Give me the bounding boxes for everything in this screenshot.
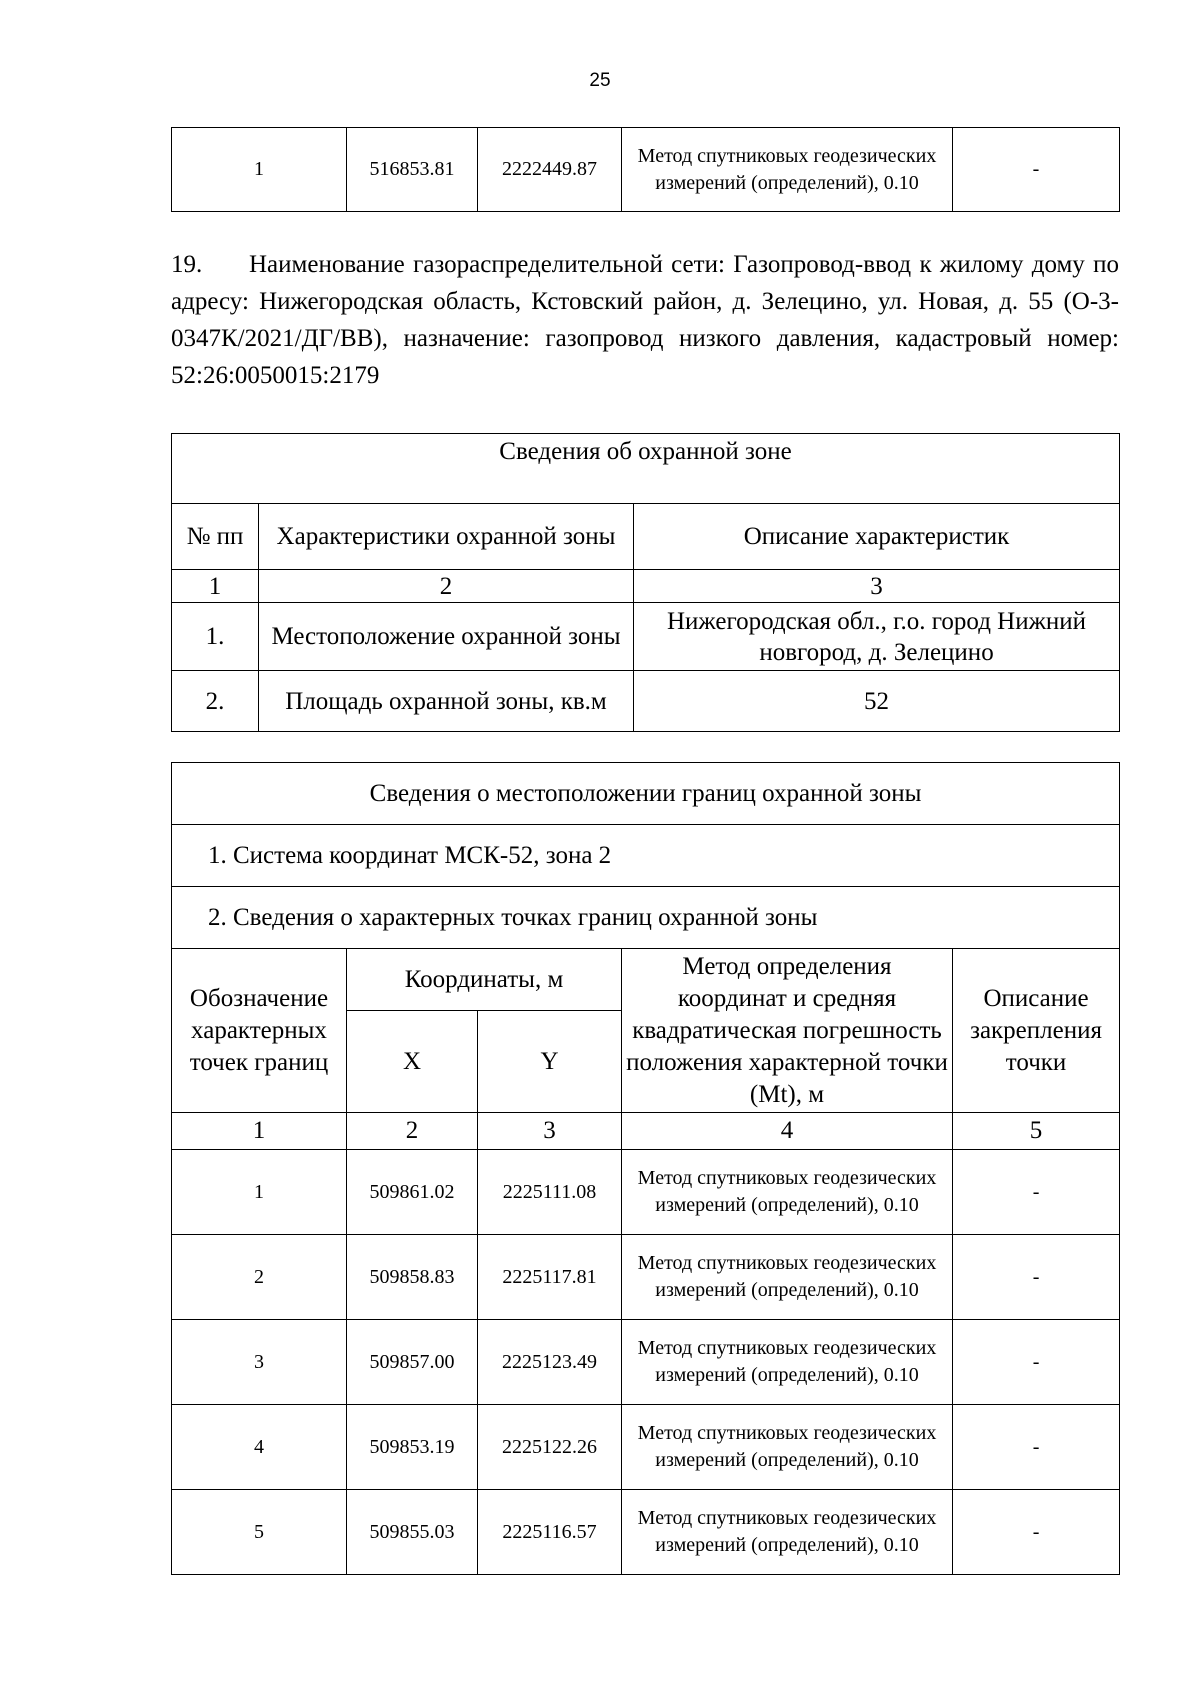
top-points-table	[171, 127, 1120, 212]
header-y: Y	[478, 1011, 622, 1113]
header-number: № пп	[172, 504, 259, 570]
characteristic-value: Нижегородская обл., г.о. город Нижний новгород, д. Зелецино	[634, 603, 1120, 671]
fixation-desc: -	[953, 1235, 1120, 1320]
table-row	[172, 603, 1120, 671]
characteristic-name: Местоположение охранной зоны	[259, 603, 634, 671]
zone-info-table	[171, 433, 1120, 732]
characteristic-name: Площадь охранной зоны, кв.м	[259, 671, 634, 732]
table-row	[172, 1150, 1120, 1235]
col-num-2: 2	[259, 570, 634, 603]
method-cell: Метод спутниковых геодезических измерений (определений), 0.10	[622, 128, 953, 212]
method-cell: Метод спутниковых геодезических измерений (определений), 0.10	[622, 1235, 953, 1320]
header-characteristic: Характеристики охранной зоны	[259, 504, 634, 570]
col-num-2: 2	[347, 1113, 478, 1150]
coord-x: 509853.19	[347, 1405, 478, 1490]
page-number: 25	[589, 70, 611, 91]
coord-x: 509855.03	[347, 1490, 478, 1575]
fixation-desc: -	[953, 128, 1120, 212]
coord-y: 2225116.57	[478, 1490, 622, 1575]
coordinate-system: 1. Система координат МСК-52, зона 2	[172, 825, 1120, 887]
method-cell: Метод спутниковых геодезических измерений (определений), 0.10	[622, 1490, 953, 1575]
method-cell: Метод спутниковых геодезических измерений (определений), 0.10	[622, 1150, 953, 1235]
table-row	[172, 1490, 1120, 1575]
fixation-desc: -	[953, 1320, 1120, 1405]
method-cell: Метод спутниковых геодезических измерений (определений), 0.10	[622, 1405, 953, 1490]
header-coordinates: Координаты, м	[347, 949, 622, 1011]
row-number: 1.	[172, 603, 259, 671]
paragraph-text: Наименование газораспределительной сети: Газопровод-ввод к жилому дому по адресу: Нижегородская область, Кстовский район, д. Зелецино, ул. Новая, д. 55 (О-3-0347К/2021/ДГ/ВВ), назначение: газопровод низкого давления, кадастровый номер: 52:26:0050015:2179	[171, 251, 1119, 389]
method-cell: Метод спутниковых геодезических измерений (определений), 0.10	[622, 1320, 953, 1405]
points-subtitle: 2. Сведения о характерных точках границ охранной зоны	[172, 887, 1120, 949]
points-table-title: Сведения о местоположении границ охранной зоны	[172, 763, 1120, 825]
table-row	[172, 671, 1120, 732]
row-number: 2.	[172, 671, 259, 732]
coord-x: 516853.81	[347, 128, 478, 212]
point-number: 1	[172, 128, 347, 212]
col-num-5: 5	[953, 1113, 1120, 1150]
header-x: X	[347, 1011, 478, 1113]
table-row	[172, 1320, 1120, 1405]
table-row	[172, 1235, 1120, 1320]
point-number: 4	[172, 1405, 347, 1490]
coord-x: 509857.00	[347, 1320, 478, 1405]
zone-table-title: Сведения об охранной зоне	[172, 434, 1120, 504]
point-number: 5	[172, 1490, 347, 1575]
col-num-1: 1	[172, 570, 259, 603]
characteristic-value: 52	[634, 671, 1120, 732]
point-number: 2	[172, 1235, 347, 1320]
coord-y: 2225111.08	[478, 1150, 622, 1235]
table-row	[172, 1405, 1120, 1490]
coord-x: 509858.83	[347, 1235, 478, 1320]
point-number: 1	[172, 1150, 347, 1235]
coord-x: 509861.02	[347, 1150, 478, 1235]
boundary-points-table	[171, 762, 1120, 1575]
header-designation: Обозначение характерных точек границ	[172, 949, 347, 1113]
col-num-3: 3	[634, 570, 1120, 603]
header-fixation: Описание закрепления точки	[953, 949, 1120, 1113]
fixation-desc: -	[953, 1150, 1120, 1235]
coord-y: 2225122.26	[478, 1405, 622, 1490]
fixation-desc: -	[953, 1490, 1120, 1575]
table-row	[172, 128, 1120, 212]
header-description: Описание характеристик	[634, 504, 1120, 570]
col-num-4: 4	[622, 1113, 953, 1150]
col-num-1: 1	[172, 1113, 347, 1150]
point-number: 3	[172, 1320, 347, 1405]
coord-y: 2222449.87	[478, 128, 622, 212]
network-description	[171, 246, 1119, 394]
coord-y: 2225117.81	[478, 1235, 622, 1320]
paragraph-number: 19.	[171, 251, 203, 278]
coord-y: 2225123.49	[478, 1320, 622, 1405]
col-num-3: 3	[478, 1113, 622, 1150]
header-method: Метод определения координат и средняя квадратическая погрешность положения характерной точки (Mt), м	[622, 949, 953, 1113]
fixation-desc: -	[953, 1405, 1120, 1490]
